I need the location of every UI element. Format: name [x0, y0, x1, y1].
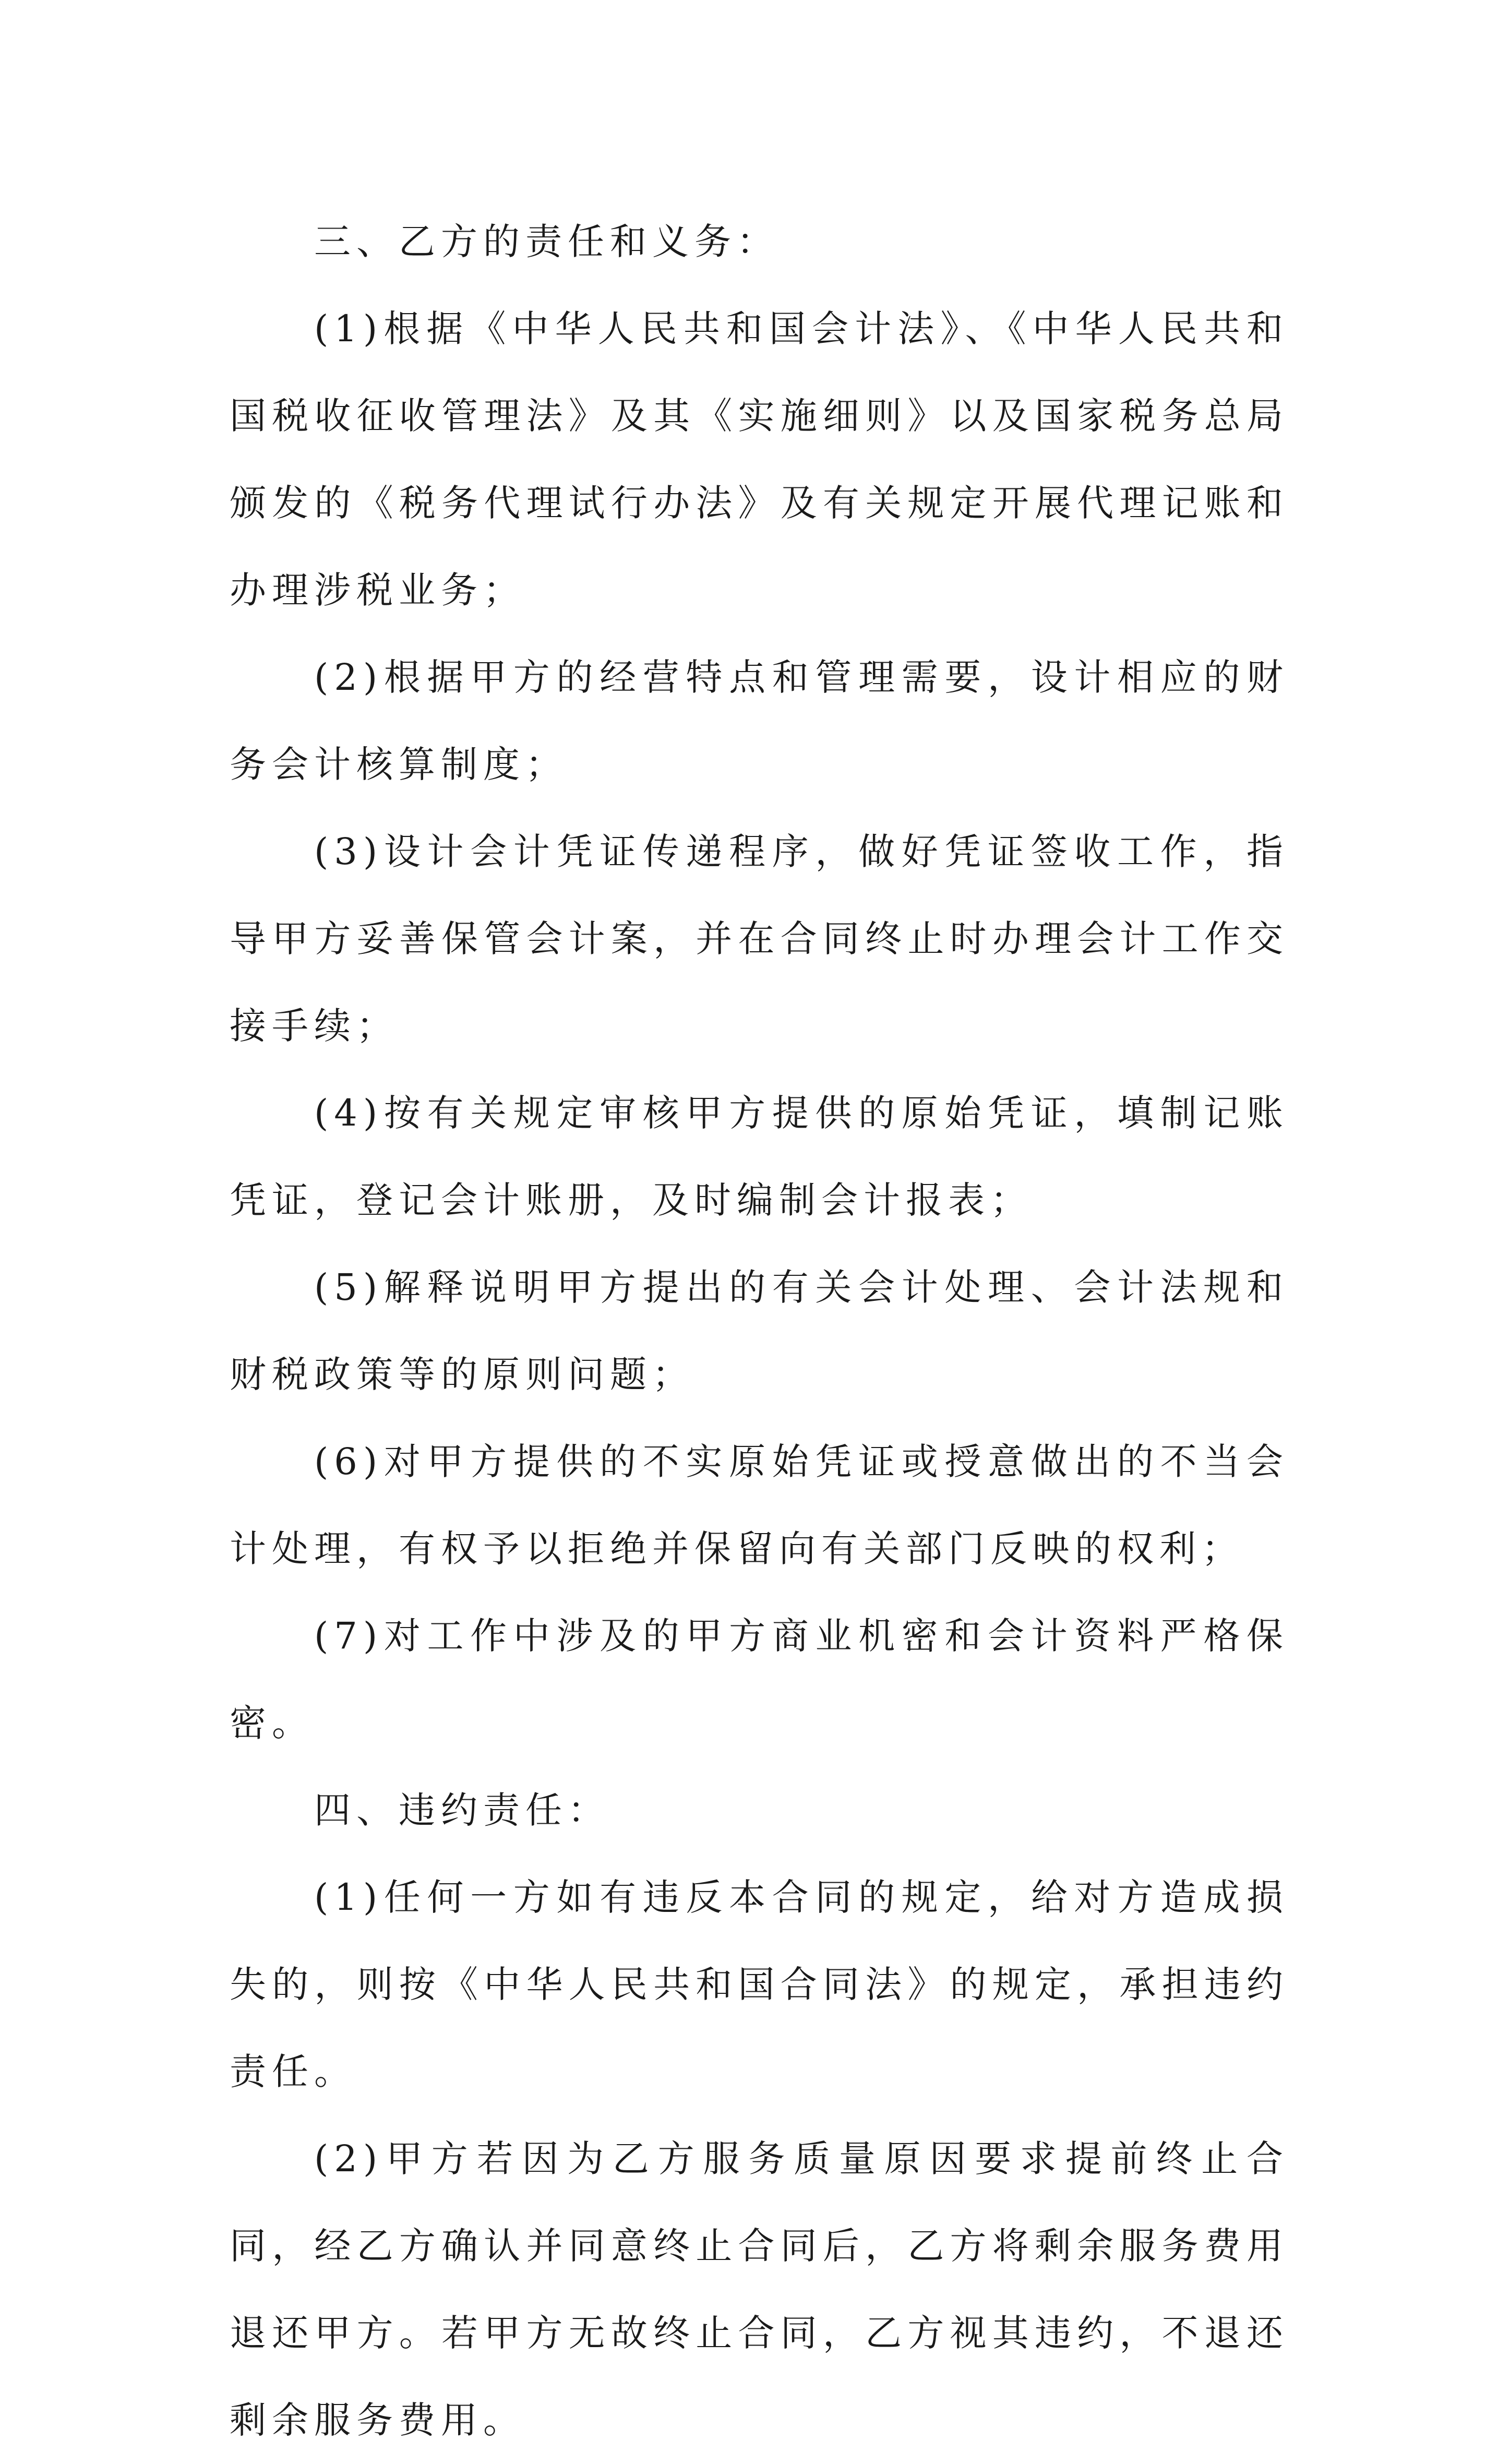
obligation-item-2: (2)根据甲方的经营特点和管理需要，设计相应的财务会计核算制度；: [230, 656, 1289, 786]
obligation-item-3: (3)设计会计凭证传递程序，做好凭证签收工作，指导甲方妥善保管会计案，并在合同终止时办理会计工作交接手续；: [230, 830, 1289, 1047]
section-heading-obligations: 三、乙方的责任和义务：: [314, 220, 779, 263]
section-heading-breach: 四、违约责任：: [314, 1789, 610, 1832]
obligation-item-5: (5)解释说明甲方提出的有关会计处理、会计法规和财税政策等的原则问题；: [230, 1266, 1289, 1396]
breach-item-1: (1)任何一方如有违反本合同的规定，给对方造成损失的，则按《中华人民共和国合同法》的规定，承担违约责任。: [230, 1876, 1289, 2093]
document-body: [230, 198, 1289, 2464]
obligation-item-6: (6)对甲方提供的不实原始凭证或授意做出的不当会计处理，有权予以拒绝并保留向有关部门反映的权利；: [230, 1440, 1289, 1570]
obligation-item-7: (7)对工作中涉及的甲方商业机密和会计资料严格保密。: [230, 1614, 1289, 1744]
obligation-item-1: (1)根据《中华人民共和国会计法》、《中华人民共和国税收征收管理法》及其《实施细则》以及国家税务总局颁发的《税务代理试行办法》及有关规定开展代理记账和办理涉税业务；: [230, 307, 1289, 612]
obligation-item-4: (4)按有关规定审核甲方提供的原始凭证，填制记账凭证，登记会计账册，及时编制会计报表；: [230, 1092, 1289, 1222]
breach-item-2: (2)甲方若因为乙方服务质量原因要求提前终止合同，经乙方确认并同意终止合同后，乙方将剩余服务费用退还甲方。若甲方无故终止合同，乙方视其违约，不退还剩余服务费用。: [230, 2137, 1289, 2442]
